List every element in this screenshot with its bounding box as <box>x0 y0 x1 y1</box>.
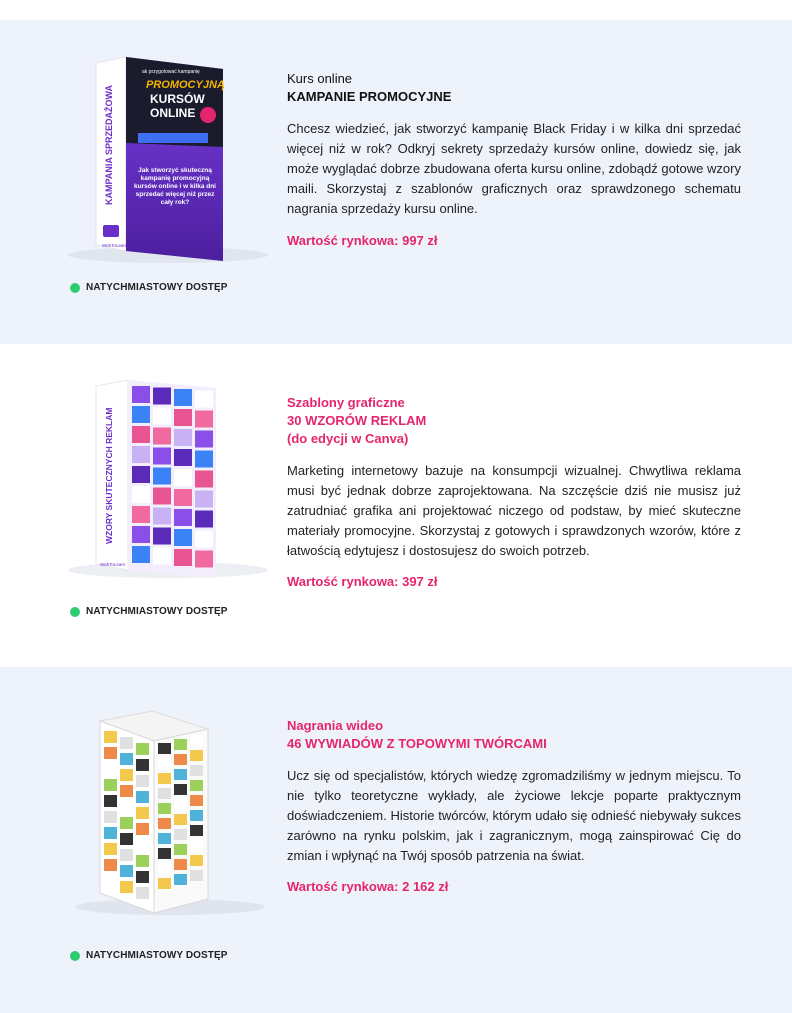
interview-tile <box>136 807 149 819</box>
box-spine-text: WZORY SKUTECZNYCH REKLAM <box>104 407 114 544</box>
interview-tile <box>174 829 187 840</box>
template-tile <box>195 511 213 528</box>
interview-tile <box>174 784 187 795</box>
offer-description: Marketing internetowy bazuje na konsumpcji wizualnej. Chwytliwa reklama musi być jednak dobrze zaprojektowana. Na szczęście dziś nie musisz już zatrudniać grafika ani projektować niczego od podstaw, by mieć skuteczne materiały promocyjne. Skorzystaj z gotowych i sprawdzonych wzorów, które z łatwością edytujesz i dostosujesz do swoich potrzeb. <box>287 463 741 558</box>
instant-access-label: NATYCHMIASTOWY DOSTĘP <box>86 282 228 293</box>
template-tile <box>174 509 192 526</box>
template-tile <box>174 549 192 566</box>
interview-tile <box>136 759 149 771</box>
template-tile <box>195 391 213 408</box>
interview-tile <box>136 839 149 851</box>
interview-tile <box>120 785 133 797</box>
template-tile <box>174 529 192 546</box>
interview-tile <box>190 750 203 761</box>
offer-description: Chcesz wiedzieć, jak stworzyć kampanię Black Friday i w kilka dni sprzedać więcej niż w rok? Odkryj sekrety sprzedaży kursów online, dowiedz się, jak może wyglądać dobrze zbudowana oferta kursu online, zdobądź gotowe wzory maili. Skorzystaj z szablonów graficznych oraz sprawdzonego schematu nagrania sprzedaży kursu online. <box>287 121 741 216</box>
status-dot-icon <box>70 951 80 961</box>
interview-tile <box>104 779 117 791</box>
status-dot-icon <box>70 283 80 293</box>
instant-access-badge <box>70 950 228 961</box>
template-tile <box>132 546 150 563</box>
interview-tile <box>136 887 149 899</box>
offer-category: Szablony graficzne <box>287 395 405 410</box>
market-value: Wartość rynkowa: 997 zł <box>287 233 438 248</box>
template-tile <box>174 449 192 466</box>
interview-tile <box>120 817 133 829</box>
interview-tile <box>158 788 171 799</box>
offer-content <box>287 70 741 248</box>
status-dot-icon <box>70 607 80 617</box>
template-tile <box>153 388 171 405</box>
interview-tile <box>174 799 187 810</box>
template-tile <box>153 408 171 425</box>
interview-tile <box>174 859 187 870</box>
instant-access-badge <box>70 282 228 293</box>
market-value: Wartość rynkowa: 2 162 zł <box>287 879 449 894</box>
interview-tile <box>136 791 149 803</box>
template-tile <box>153 448 171 465</box>
market-value: Wartość rynkowa: 397 zł <box>287 574 438 589</box>
template-tile <box>132 486 150 503</box>
interview-tile <box>120 769 133 781</box>
interview-tile <box>158 743 171 754</box>
interview-tile <box>104 763 117 775</box>
offer-title: 30 WZORÓW REKLAM <box>287 413 427 428</box>
box-brand: WebToLearn <box>100 562 126 567</box>
template-tile <box>195 451 213 468</box>
template-tile <box>195 491 213 508</box>
interview-tile <box>120 801 133 813</box>
template-tile <box>153 508 171 525</box>
interview-tile <box>190 735 203 746</box>
interview-tile <box>120 737 133 749</box>
interview-tile <box>190 765 203 776</box>
interview-tile <box>158 818 171 829</box>
instant-access-badge <box>70 606 228 617</box>
template-tile <box>195 411 213 428</box>
interview-tile <box>104 859 117 871</box>
interview-tile <box>120 849 133 861</box>
template-tile <box>153 428 171 445</box>
product-box-interviews <box>70 707 270 922</box>
template-tile <box>195 431 213 448</box>
offer-section-templates <box>0 344 792 667</box>
product-box-course <box>58 55 268 270</box>
template-tile <box>132 526 150 543</box>
box-front-top: ak przygotować kampanię <box>142 69 200 75</box>
box-front-main2: ONLINE <box>150 106 196 120</box>
box-brand: WebToLearn <box>102 243 128 248</box>
interview-tile <box>174 769 187 780</box>
interview-tile <box>158 878 171 889</box>
interview-tile <box>120 833 133 845</box>
instant-access-label: NATYCHMIASTOWY DOSTĘP <box>86 606 228 617</box>
interview-tile <box>120 865 133 877</box>
template-tile <box>174 409 192 426</box>
interview-tile <box>158 773 171 784</box>
template-tile <box>153 528 171 545</box>
box-spine-text: KAMPANIA SPRZEDAŻOWA <box>104 85 114 205</box>
template-tile <box>132 466 150 483</box>
interview-tile <box>136 855 149 867</box>
template-tile <box>132 386 150 403</box>
offer-section-interviews <box>0 667 792 1013</box>
offer-content <box>287 717 741 894</box>
interview-tile <box>104 875 117 887</box>
template-tile <box>174 469 192 486</box>
template-tile <box>195 471 213 488</box>
interview-tile <box>136 743 149 755</box>
interview-tile <box>174 844 187 855</box>
offer-description: Ucz się od specjalistów, których wiedzę zgromadziliśmy w jednym miejscu. To nie tylko teoretyczne wykłady, ale życiowe lekcje poparte praktycznym doświadczeniem. Historie twórców, którym udało się odnieść niebywały sukces zarówno na rynku polskim, jak i zagranicznym, mogą zainspirować Cię do zmian i wpłynąć na Twój sposób patrzenia na świat. <box>287 768 741 863</box>
instant-access-label: NATYCHMIASTOWY DOSTĘP <box>86 950 228 961</box>
template-tile <box>132 426 150 443</box>
template-tile <box>174 389 192 406</box>
interview-tile <box>120 753 133 765</box>
offer-subtitle: (do edycji w Canva) <box>287 431 409 446</box>
offer-category: Nagrania wideo <box>287 718 384 733</box>
interview-tile <box>104 811 117 823</box>
template-tile <box>195 531 213 548</box>
interview-tile <box>190 855 203 866</box>
interview-tile <box>190 825 203 836</box>
interview-tile <box>190 795 203 806</box>
template-tile <box>153 488 171 505</box>
interview-tile <box>136 871 149 883</box>
box-front-body: Jak stworzyć skuteczną kampanię promocyjną kursów online i w kilka dni sprzedać więcej niż przez cały rok? <box>134 167 216 206</box>
interview-tile <box>158 803 171 814</box>
interview-tile <box>104 747 117 759</box>
interview-tile <box>120 881 133 893</box>
interview-tile <box>136 775 149 787</box>
interview-tile <box>104 843 117 855</box>
interview-tile <box>190 840 203 851</box>
box-front-promo: PROMOCYJNĄ <box>146 79 225 91</box>
interview-tile <box>174 874 187 885</box>
offer-category: Kurs online <box>287 71 353 86</box>
interview-tile <box>174 739 187 750</box>
interview-tile <box>104 795 117 807</box>
interview-tile <box>174 814 187 825</box>
interview-tile <box>158 863 171 874</box>
interview-tile <box>158 833 171 844</box>
template-tile <box>132 406 150 423</box>
interview-tile <box>104 731 117 743</box>
offer-title: 46 WYWIADÓW Z TOPOWYMI TWÓRCAMI <box>287 736 547 751</box>
box-front-main1: KURSÓW <box>150 92 205 106</box>
template-tile <box>174 489 192 506</box>
interview-tile <box>190 870 203 881</box>
offer-content <box>287 394 741 589</box>
template-tile <box>174 429 192 446</box>
interview-tile <box>174 754 187 765</box>
interview-tile <box>136 823 149 835</box>
interview-tile <box>158 758 171 769</box>
template-tile <box>132 446 150 463</box>
interview-tile <box>190 780 203 791</box>
template-tile <box>153 548 171 565</box>
offer-title: KAMPANIE PROMOCYJNE <box>287 89 452 104</box>
offer-section-course <box>0 20 792 344</box>
interview-tile <box>190 810 203 821</box>
template-tile <box>132 506 150 523</box>
template-tile <box>153 468 171 485</box>
product-box-templates <box>58 374 268 584</box>
interview-tile <box>158 848 171 859</box>
interview-tile <box>104 827 117 839</box>
template-tile <box>195 551 213 568</box>
